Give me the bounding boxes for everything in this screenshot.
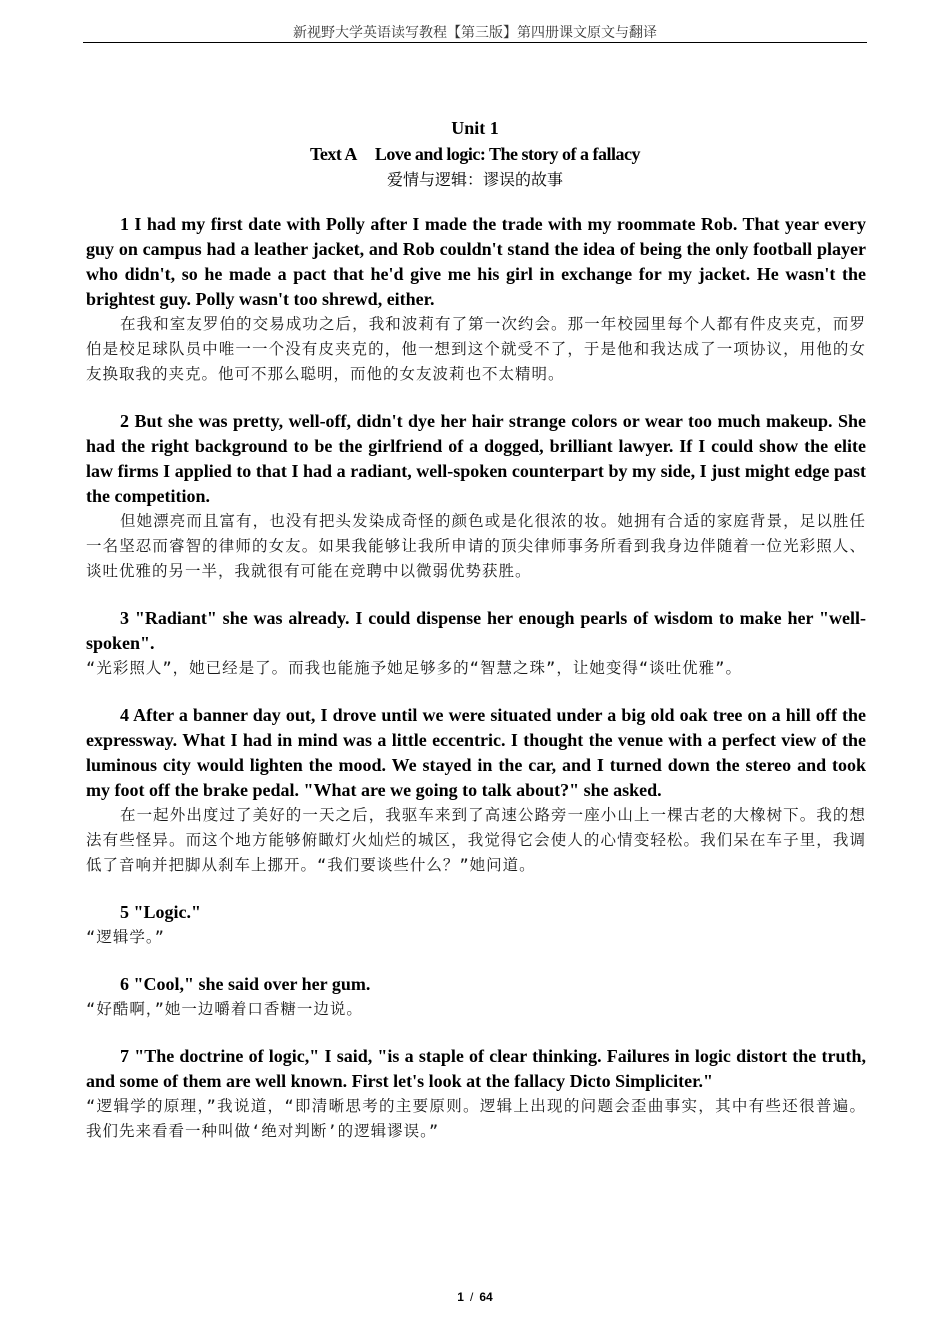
text-label: Text A xyxy=(310,144,357,164)
english-text: 7 "The doctrine of logic," I said, "is a staple of clear thinking. Failures in logic distort the truth, and some of them are well known. First let's look at the fallacy Dicto Simpliciter." xyxy=(86,1046,866,1091)
chinese-translation: “好酷啊，”她一边嚼着口香糖一边说。 xyxy=(86,1000,363,1018)
chinese-translation: “光彩照人”，她已经是了。而我也能施予她足够多的“智慧之珠”，让她变得“谈吐优雅”。 xyxy=(86,659,742,677)
unit-heading: Unit 1 xyxy=(451,118,499,138)
page-header xyxy=(83,22,867,42)
english-text: 6 "Cool," she said over her gum. xyxy=(120,974,371,994)
chinese-translation: “逻辑学的原理，”我说道，“即清晰思考的主要原则。逻辑上出现的问题会歪曲事实，其中有些还很普遍。我们先来看看一种叫做‘绝对判断’的逻辑谬误。” xyxy=(86,1097,866,1140)
text-heading xyxy=(83,141,867,167)
header-title: 新视野大学英语读写教程【第三版】第四册课文原文与翻译 xyxy=(293,25,657,41)
header-divider xyxy=(83,42,867,43)
chinese-translation: “逻辑学。” xyxy=(86,928,165,946)
page-separator: / xyxy=(469,1290,474,1304)
chinese-translation: 在我和室友罗伯的交易成功之后，我和波莉有了第一次约会。那一年校园里每个人都有件皮夹克，而罗伯是校足球队员中唯一一个没有皮夹克的，他一想到这个就受不了，于是他和我达成了一项协议，用他的女友换取我的夹克。他可不那么聪明，而他的女友波莉也不太精明。 xyxy=(86,315,866,383)
english-text: 5 "Logic." xyxy=(120,902,201,922)
paragraph-3 xyxy=(86,606,866,681)
chinese-translation: 在一起外出度过了美好的一天之后，我驱车来到了高速公路旁一座小山上一棵古老的大橡树下。我的想法有些怪异。而这个地方能够俯瞰灯火灿烂的城区，我觉得它会使人的心情变轻松。我们呆在车子里，我调低了音响并把脚从刹车上挪开。“我们要谈些什么？”她问道。 xyxy=(86,806,866,874)
article-body xyxy=(86,212,866,1166)
paragraph-7 xyxy=(86,1044,866,1144)
paragraph-1 xyxy=(86,212,866,387)
paragraph-6 xyxy=(86,972,866,1022)
page-total: 64 xyxy=(479,1290,493,1304)
title-block xyxy=(83,115,867,193)
chinese-translation: 但她漂亮而且富有，也没有把头发染成奇怪的颜色或是化很浓的妆。她拥有合适的家庭背景，足以胜任一名坚忍而睿智的律师的女友。如果我能够让我所申请的顶尖律师事务所看到我身边伴随着一位光彩照人、谈吐优雅的另一半，我就很有可能在竞聘中以微弱优势获胜。 xyxy=(86,512,866,580)
chinese-title: 爱情与逻辑：谬误的故事 xyxy=(386,170,563,189)
english-text: 2 But she was pretty, well-off, didn't dye her hair strange colors or wear too much makeup. She had the right background to be the girlfriend of a dogged, brilliant lawyer. If I could show the elite law firms I applied to that I had a radiant, well-spoken counterpart by my side, I just might edge past the competition. xyxy=(86,411,866,506)
paragraph-4 xyxy=(86,703,866,878)
page-number: 1 xyxy=(457,1290,464,1304)
page-footer xyxy=(0,1290,950,1304)
english-text: 1 I had my first date with Polly after I made the trade with my roommate Rob. That year every guy on campus had a leather jacket, and Rob couldn't stand the idea of being the only football player who didn't, so he made a pact that he'd give me his girl in exchange for my jacket. He wasn't the brightest guy. Polly wasn't too shrewd, either. xyxy=(86,214,866,309)
english-text: 3 "Radiant" she was already. I could dispense her enough pearls of wisdom to make her "well-spoken". xyxy=(86,608,866,653)
text-title: Love and logic: The story of a fallacy xyxy=(374,144,640,164)
paragraph-2 xyxy=(86,409,866,584)
paragraph-5 xyxy=(86,900,866,950)
english-text: 4 After a banner day out, I drove until we were situated under a big old oak tree on a hill off the expressway. What I had in mind was a little eccentric. I thought the venue with a perfect view of the luminous city would lighten the mood. We stayed in the car, and I turned down the stereo and took my foot off the brake pedal. "What are we going to talk about?" she asked. xyxy=(86,705,866,800)
